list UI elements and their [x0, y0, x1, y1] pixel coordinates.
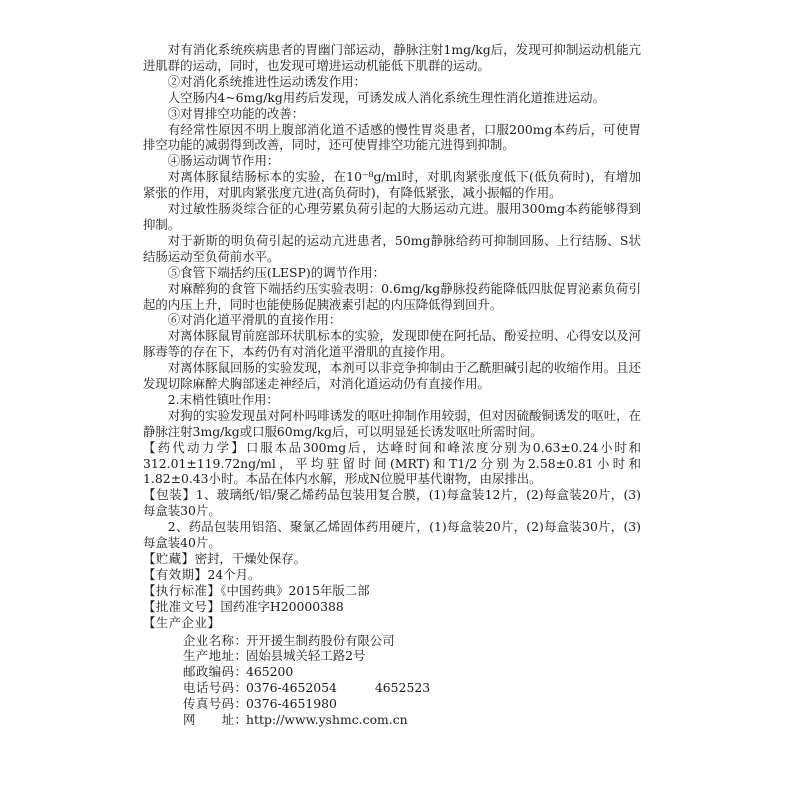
- address-value: 固始县城关轻工路2号: [246, 648, 366, 664]
- paragraph: 对狗的实验发现虽对阿朴吗啡诱发的呕吐抑制作用较弱，但对因硫酸铜诱发的呕吐，在静脉注射3mg/kg或口服60mg/kg后，可以明显延长诱发呕吐所需时间。: [143, 407, 641, 439]
- paragraph: 对过敏性肠炎综合征的心理劳累负荷引起的大肠运动亢进。服用300mg本药能够得到抑制。: [143, 201, 641, 232]
- standard-section: [143, 583, 641, 599]
- section-text: 1、玻璃纸/铝/聚乙烯药品包装用复合膜，(1)每盒装12片，(2)每盒装20片，(3)每盒装30片。: [143, 487, 642, 519]
- section-label: 【贮藏】: [143, 551, 195, 566]
- paragraph: 对离体豚鼠结肠标本的实验，在10⁻⁸g/ml时，对肌肉紧张度低下(低负荷时)，有增加紧张的作用，对肌肉紧张度亢进(高负荷时)，有降低紧张，减小振幅的作用。: [143, 169, 641, 201]
- section-text: 24个月。: [207, 566, 261, 582]
- zip-value: 465200: [246, 664, 294, 680]
- phone-row: [183, 680, 641, 696]
- subheading: ⑥对消化道平滑肌的直接作用：: [167, 312, 342, 328]
- paragraph: 有经常性原因不明上腹部消化道不适感的慢性胃炎患者，口服200mg本药后，可使胃排空功能的减弱得到改善，同时，还可使胃排空功能亢进得到抑制。: [143, 121, 641, 153]
- fax-row: [183, 696, 641, 712]
- zip-row: [183, 664, 641, 680]
- paragraph: 人空肠内4~6mg/kg用药后发现，可诱发成人消化系统生理性消化道推进运动。: [167, 89, 605, 105]
- website-value: http://www.yshmc.com.cn: [246, 711, 408, 727]
- website-row: [183, 712, 641, 728]
- zip-label: 邮政编码：: [183, 664, 248, 680]
- address-row: [183, 648, 641, 664]
- fax-value: 0376-4651980: [246, 695, 337, 711]
- section-text: 密封，干燥处保存。: [194, 551, 307, 566]
- manufacturer-info: [183, 633, 641, 728]
- paragraph: 对有消化系统疾病患者的胃幽门部运动，静脉注射1mg/kg后，发现可抑制运动机能亢进肌群的运动，同时，也发现可增进运动机能低下肌群的运动。: [143, 42, 641, 73]
- validity-section: [143, 567, 641, 583]
- section-text: 国药准字H20000388: [220, 598, 344, 614]
- paragraph: 对麻醉狗的食管下端括约压实验表明：0.6mg/kg静脉投药能降低四肽促胃泌素负荷引起的内压上升，同时也能使肠促胰液素引起的内压降低得到回升。: [143, 280, 641, 312]
- subheading: 2.末梢性镇吐作用：: [167, 391, 279, 407]
- section-text: 《中国药典》2015年版二部: [220, 582, 370, 598]
- section-label: 【生产企业】: [143, 614, 221, 630]
- subheading: ③对胃排空功能的改善：: [167, 105, 305, 121]
- manufacturer-section: [143, 615, 641, 631]
- leaflet-text: [143, 42, 641, 727]
- fax-label: 传真号码：: [183, 695, 248, 711]
- company-name-label: 企业名称：: [183, 632, 248, 648]
- pharmacokinetics-section: [143, 440, 641, 488]
- section-label: 【包装】: [143, 487, 196, 503]
- paragraph: 对离体豚鼠胃前庭部环状肌标本的实验，发现即使在阿托品、酚妥拉明、心得安以及河豚毒等的存在下，本药仍有对消化道平滑肌的直接作用。: [143, 328, 641, 360]
- package-item-2: 2、药品包装用铝箔、聚氯乙烯固体药用硬片，(1)每盒装20片，(2)每盒装30片，(3)每盒装40片。: [143, 519, 641, 551]
- subheading: ⑤食管下端括约压(LESP)的调节作用：: [167, 264, 386, 280]
- company-name-row: [183, 633, 641, 649]
- package-section: [143, 487, 641, 519]
- approval-section: [143, 599, 641, 615]
- subheading: ④肠运动调节作用：: [167, 153, 280, 169]
- company-name-value: 开开援生制药股份有限公司: [246, 632, 395, 648]
- paragraph: 对于新斯的明负荷引起的运动亢进患者，50mg静脉给药可抑制回肠、上行结肠、S状结肠运动至负荷前水平。: [143, 232, 641, 264]
- subheading: ②对消化系统推进性运动诱发作用：: [167, 73, 367, 89]
- phone-value: 0376-4652054: [246, 679, 337, 695]
- storage-section: [143, 551, 641, 567]
- website-label: 网 址：: [183, 711, 248, 727]
- section-label: 【有效期】: [143, 566, 208, 582]
- section-label: 【执行标准】: [143, 582, 221, 598]
- address-label: 生产地址：: [183, 648, 248, 664]
- phone-value-2: 4652523: [374, 679, 431, 695]
- section-label: 【药代动力学】: [143, 439, 246, 455]
- paragraph: 对离体豚鼠回肠的实验发现，本剂可以非竞争抑制由于乙酰胆碱引起的收缩作用。且还发现切除麻醉犬胸部迷走神经后，对消化道运动仍有直接作用。: [143, 360, 641, 392]
- section-text: 口服本品300mg后，达峰时间和峰浓度分别为0.63±0.24小时和312.01±119.72ng/ml，平均驻留时间(MRT)和T1/2分别为2.58±0.81小时和1.82±0.43小时。本品在体内水解，形成N位脱甲基代谢物，由尿排出。: [143, 439, 641, 487]
- phone-label: 电话号码：: [183, 679, 248, 695]
- section-label: 【批准文号】: [143, 598, 221, 614]
